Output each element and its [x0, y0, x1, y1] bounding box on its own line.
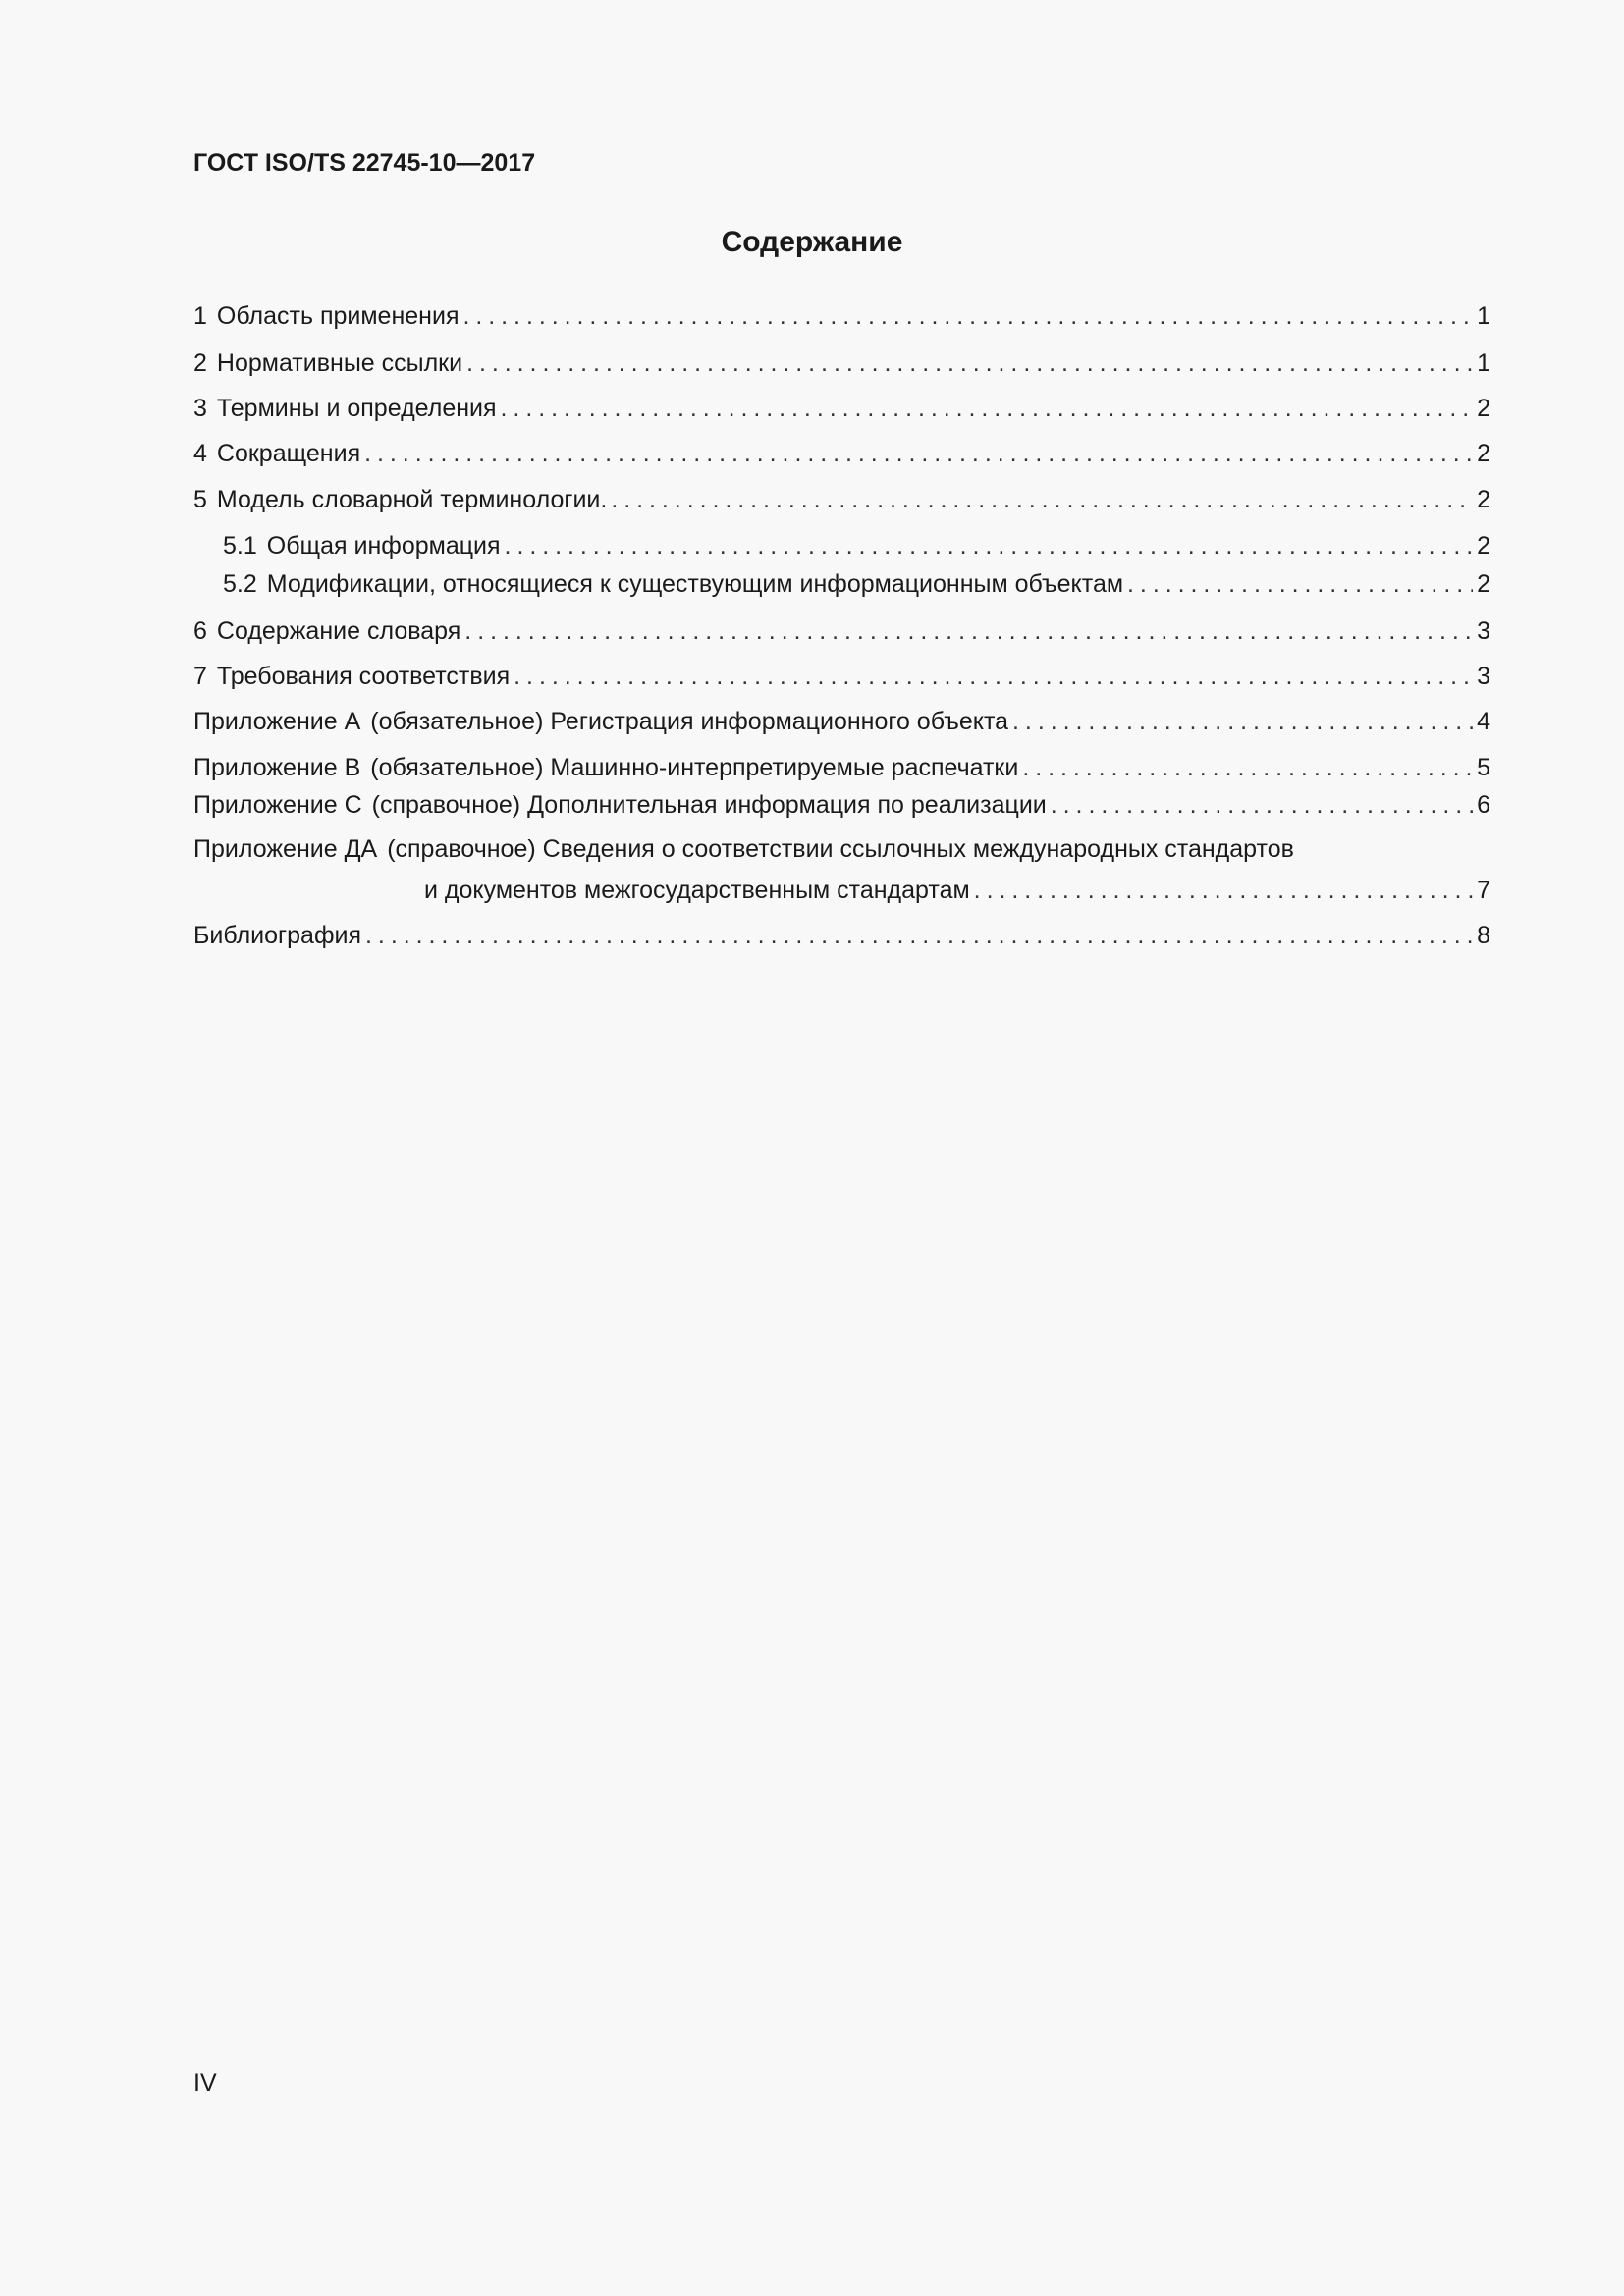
toc-page: 7: [1477, 877, 1490, 904]
toc-label: (справочное) Сведения о соответствии ссылочных международных стандартов: [387, 835, 1294, 863]
toc-number: Приложение С: [193, 791, 362, 819]
page-number: IV: [193, 2069, 217, 2097]
toc-entry[interactable]: [193, 439, 1490, 468]
toc-entry[interactable]: [193, 394, 1490, 423]
toc-entry[interactable]: [223, 531, 1490, 561]
toc-page: 2: [1477, 486, 1490, 513]
toc-number: 7: [193, 663, 207, 690]
dot-leader: [974, 876, 1473, 905]
toc-label: (обязательное) Машинно-интерпретируемые распечатки: [370, 754, 1019, 781]
toc-number: 6: [193, 617, 207, 645]
toc-entry-appendix-a[interactable]: [193, 707, 1490, 736]
dot-leader: [365, 921, 1473, 950]
toc-number: 3: [193, 395, 207, 422]
toc-page: 2: [1477, 440, 1490, 467]
toc-entry-bibliography[interactable]: [193, 921, 1490, 950]
toc-page: 2: [1477, 570, 1490, 598]
toc-number: Приложение А: [193, 708, 361, 735]
toc-entry[interactable]: [193, 662, 1490, 691]
toc-page: 5: [1477, 754, 1490, 781]
toc-entry[interactable]: [193, 301, 1490, 331]
toc-label: Область применения: [216, 302, 460, 330]
toc-entry[interactable]: [223, 569, 1490, 599]
toc-page: 8: [1477, 922, 1490, 949]
toc-label: Библиография: [193, 922, 362, 949]
toc-label: Модель словарной терминологии.: [216, 486, 608, 513]
toc-page: 2: [1477, 532, 1490, 560]
dot-leader: [514, 662, 1473, 691]
document-header: ГОСТ ISO/TS 22745-10—2017: [193, 149, 536, 177]
toc-entry-appendix-da-line1[interactable]: [193, 834, 1294, 864]
dot-leader: [464, 616, 1473, 646]
dot-leader: [501, 394, 1474, 423]
dot-leader: [364, 439, 1473, 468]
dot-leader: [505, 531, 1474, 561]
toc-label: Нормативные ссылки: [216, 349, 463, 377]
toc-number: Приложение ДА: [193, 835, 378, 863]
toc-entry-appendix-c[interactable]: [193, 790, 1490, 820]
toc-label: (обязательное) Регистрация информационного объекта: [370, 708, 1009, 735]
toc-label: Модификации, относящиеся к существующим информационным объектам: [266, 570, 1124, 598]
toc-entry[interactable]: [193, 616, 1490, 646]
toc-entry[interactable]: [193, 485, 1490, 514]
dot-leader: [1051, 790, 1473, 820]
toc-number: 2: [193, 349, 207, 377]
toc-entry-appendix-da-line2[interactable]: [424, 876, 1490, 905]
toc-page: 3: [1477, 663, 1490, 690]
toc-number: 5.2: [223, 570, 257, 598]
toc-number: Приложение В: [193, 754, 361, 781]
toc-page: 6: [1477, 791, 1490, 819]
toc-label: Общая информация: [266, 532, 501, 560]
toc-number: 5: [193, 486, 207, 513]
dot-leader: [1022, 753, 1473, 782]
toc-number: 1: [193, 302, 207, 330]
toc-label: Требования соответствия: [216, 663, 511, 690]
toc-number: 4: [193, 440, 207, 467]
toc-page: 3: [1477, 617, 1490, 645]
toc-label-continued: и документов межгосударственным стандартам: [424, 877, 970, 904]
toc-entry-appendix-b[interactable]: [193, 753, 1490, 782]
toc-page: 4: [1477, 708, 1490, 735]
toc-label: Термины и определения: [216, 395, 497, 422]
page-title: Содержание: [721, 226, 903, 258]
toc-label: Сокращения: [216, 440, 361, 467]
dot-leader: [611, 485, 1473, 514]
dot-leader: [462, 301, 1473, 331]
toc-label: (справочное) Дополнительная информация по реализации: [371, 791, 1047, 819]
toc-number: 5.1: [223, 532, 257, 560]
dot-leader: [1127, 569, 1473, 599]
toc-page: 1: [1477, 302, 1490, 330]
toc-page: 2: [1477, 395, 1490, 422]
toc-label: Содержание словаря: [216, 617, 461, 645]
toc-entry[interactable]: [193, 348, 1490, 378]
dot-leader: [1012, 707, 1473, 736]
toc-page: 1: [1477, 349, 1490, 377]
dot-leader: [466, 348, 1473, 378]
